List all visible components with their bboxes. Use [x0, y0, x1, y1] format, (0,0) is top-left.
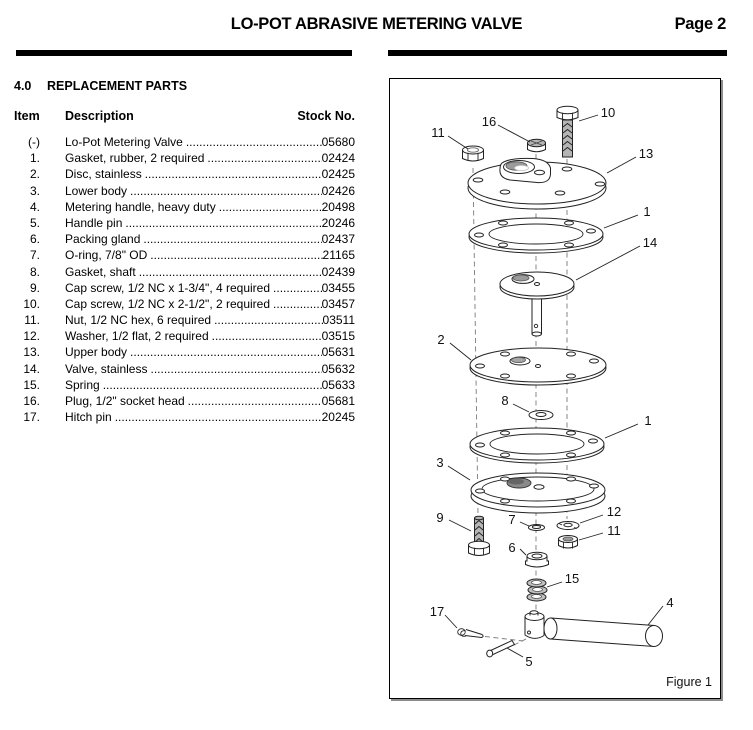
cell-description: Gasket, rubber, 2 required	[65, 151, 205, 166]
column-header-description: Description	[65, 109, 134, 123]
page-number: Page 2	[674, 15, 726, 33]
callout-11-top: 11	[431, 125, 445, 140]
callout-9: 9	[436, 510, 444, 525]
table-row	[14, 344, 355, 360]
cell-item: 3.	[29, 183, 40, 198]
gasket-upper	[469, 218, 603, 253]
shaft-gasket	[529, 411, 553, 420]
flat-washer	[557, 522, 579, 530]
dot-leader	[122, 215, 321, 231]
dot-leader	[127, 183, 322, 199]
handle-pin	[487, 641, 515, 657]
hex-nut-top	[463, 146, 484, 161]
cell-item: 17.	[23, 410, 40, 425]
cell-stock: 20245	[321, 410, 355, 425]
cell-item: 6.	[29, 232, 40, 247]
cell-stock: 02425	[321, 167, 355, 182]
cell-item: 11.	[24, 313, 40, 328]
cell-description: Hitch pin	[65, 410, 112, 425]
cell-description: Lower body	[65, 183, 128, 198]
table-row	[14, 183, 355, 199]
cell-stock: 03455	[321, 280, 355, 295]
figure-caption: Figure 1	[666, 675, 712, 689]
table-row	[14, 264, 355, 280]
table-row	[14, 409, 355, 425]
callout-11-bottom: 11	[607, 523, 621, 538]
table-row	[14, 150, 355, 166]
valve	[500, 272, 574, 336]
dot-leader	[183, 134, 322, 150]
header-rule-right	[388, 50, 727, 56]
table-row	[14, 393, 355, 409]
cell-description: Plug, 1/2" socket head	[65, 394, 185, 408]
dot-leader	[270, 296, 322, 312]
callout-1-lower: 1	[644, 413, 652, 428]
callout-4: 4	[666, 595, 674, 610]
upper-body	[468, 158, 606, 209]
cell-description: Cap screw, 1/2 NC x 2-1/2", 2 required	[65, 296, 271, 311]
packing-gland	[526, 552, 549, 567]
cell-item: 16.	[23, 394, 40, 408]
cell-stock: 02424	[321, 151, 355, 166]
callout-2: 2	[437, 332, 445, 347]
page-title: LO-POT ABRASIVE METERING VALVE	[230, 15, 523, 33]
table-row	[14, 328, 355, 344]
cell-item: 10.	[23, 296, 40, 311]
cell-description: Upper body	[65, 345, 128, 360]
table-row	[14, 166, 355, 182]
cell-description: Lo-Pot Metering Valve	[65, 135, 183, 149]
o-ring	[529, 525, 545, 531]
callout-7: 7	[508, 512, 516, 527]
section-title: REPLACEMENT PARTS	[47, 79, 188, 93]
table-row	[14, 231, 355, 247]
table-row	[14, 134, 355, 150]
cap-screw-short	[469, 516, 490, 555]
table-row	[14, 280, 355, 296]
callout-16: 16	[481, 114, 497, 129]
cell-description: Cap screw, 1/2 NC x 1-3/4", 4 required	[65, 280, 271, 295]
cell-stock: 02426	[321, 183, 355, 198]
cell-description: Handle pin	[65, 215, 123, 230]
cell-stock: 05631	[321, 345, 355, 360]
dot-leader	[142, 166, 322, 182]
cell-description: Nut, 1/2 NC hex, 6 required	[65, 313, 212, 328]
dot-leader	[136, 264, 322, 280]
cell-item: 2.	[29, 167, 40, 182]
column-header-item: Item	[14, 109, 40, 123]
callout-6: 6	[508, 540, 516, 555]
spring	[527, 579, 547, 601]
dot-leader	[127, 344, 322, 360]
figure-box	[389, 78, 721, 699]
callout-3: 3	[436, 455, 444, 470]
callout-17: 17	[429, 604, 445, 619]
callout-1-upper: 1	[643, 204, 651, 219]
column-header-stock: Stock No.	[297, 109, 355, 123]
dot-leader	[100, 377, 322, 393]
cell-item: 12.	[23, 329, 40, 344]
cell-stock: 02437	[321, 232, 355, 247]
table-row	[14, 247, 355, 263]
callout-14: 14	[642, 235, 658, 250]
dot-leader	[216, 199, 322, 215]
cell-item: (-)	[28, 135, 40, 149]
cell-description: Packing gland	[65, 232, 141, 247]
cell-description: Washer, 1/2 flat, 2 required	[65, 329, 209, 344]
section-number: 4.0	[14, 79, 32, 93]
header-rule-left	[16, 50, 352, 56]
stainless-disc	[470, 348, 606, 385]
callout-5: 5	[525, 654, 533, 669]
dot-leader	[211, 312, 322, 328]
cell-stock: 02439	[321, 264, 355, 279]
exploded-diagram	[390, 79, 720, 698]
dot-leader	[140, 231, 321, 247]
callout-13: 13	[638, 146, 654, 161]
cell-description: Disc, stainless	[65, 167, 142, 182]
gasket-lower	[470, 428, 604, 463]
parts-list	[14, 134, 355, 425]
dot-leader	[147, 247, 322, 263]
cap-screw-long	[557, 106, 578, 157]
table-row	[14, 215, 355, 231]
cell-stock: 05681	[321, 394, 355, 408]
hitch-pin	[458, 629, 483, 638]
table-row	[14, 296, 355, 312]
dot-leader	[185, 393, 322, 409]
lower-body	[471, 473, 605, 513]
table-row	[14, 312, 355, 328]
dot-leader	[270, 280, 322, 296]
cell-stock: 20498	[321, 199, 355, 214]
cell-item: 15.	[23, 377, 40, 392]
callout-10: 10	[600, 105, 616, 120]
table-row	[14, 199, 355, 215]
callout-8: 8	[501, 393, 509, 408]
dot-leader	[112, 409, 322, 425]
cell-item: 5.	[29, 215, 40, 230]
dot-leader	[204, 150, 321, 166]
cell-description: O-ring, 7/8" OD	[65, 248, 148, 263]
cell-item: 9.	[29, 280, 40, 295]
cell-item: 7.	[29, 248, 40, 263]
cell-stock: 05632	[321, 361, 355, 376]
socket-plug	[528, 139, 546, 152]
cell-stock: 05633	[321, 377, 355, 392]
cell-description: Gasket, shaft	[65, 264, 136, 279]
callout-12: 12	[606, 504, 622, 519]
cell-stock: 21165	[322, 248, 355, 263]
table-row	[14, 377, 355, 393]
dot-leader	[147, 361, 321, 377]
cell-stock: 20246	[321, 215, 355, 230]
cell-item: 13.	[23, 345, 40, 360]
cell-item: 4.	[29, 199, 40, 214]
cell-stock: 05680	[321, 135, 355, 149]
cell-stock: 03515	[321, 329, 355, 344]
cell-item: 14.	[23, 361, 40, 376]
metering-handle	[525, 611, 663, 647]
cell-item: 1.	[29, 151, 40, 166]
parts-table-header	[14, 109, 355, 123]
cell-description: Valve, stainless	[65, 361, 148, 376]
cell-stock: 03457	[321, 296, 355, 311]
callout-15: 15	[564, 571, 580, 586]
table-row	[14, 361, 355, 377]
cell-stock: 03511	[322, 313, 355, 328]
dot-leader	[209, 328, 322, 344]
cell-description: Metering handle, heavy duty	[65, 199, 216, 214]
hex-nut-bottom	[559, 536, 578, 549]
cell-item: 8.	[29, 264, 40, 279]
cell-description: Spring	[65, 377, 100, 392]
section-heading	[14, 79, 187, 93]
